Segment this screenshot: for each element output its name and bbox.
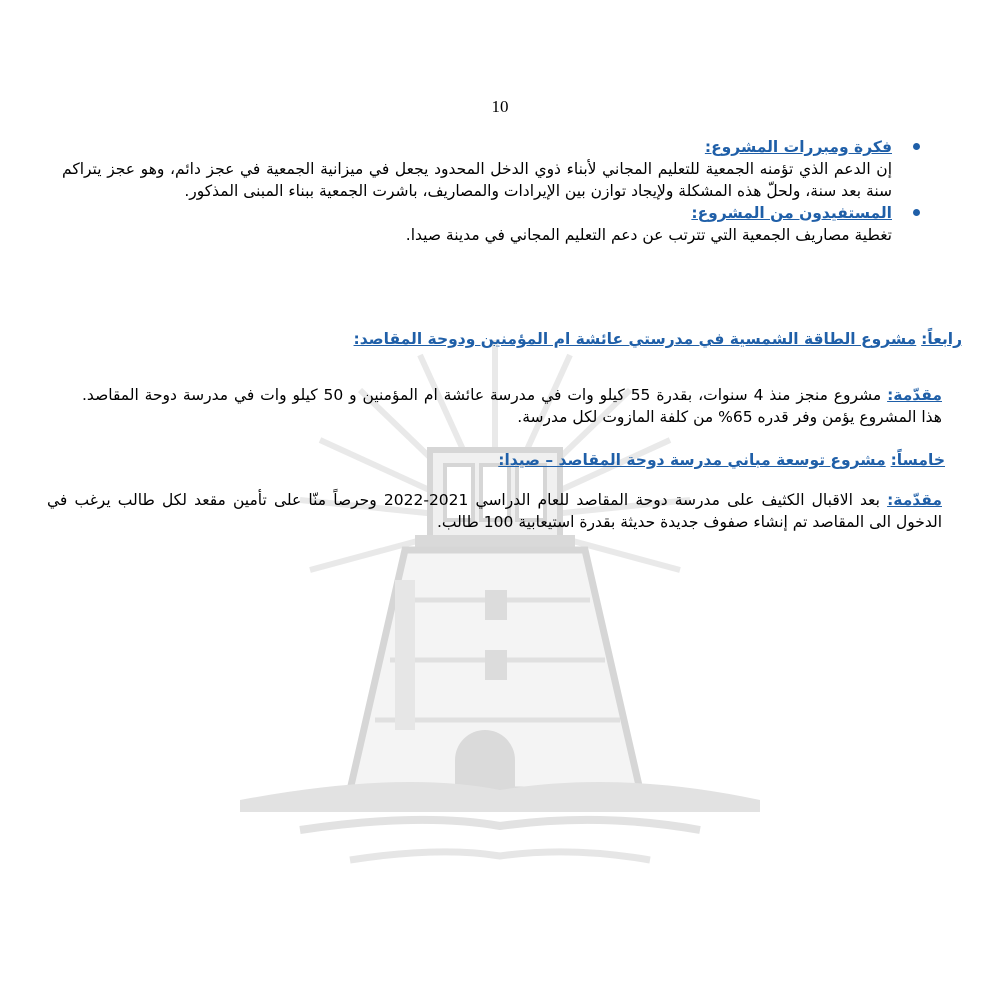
- paragraph-solar: [82, 384, 942, 428]
- section-heading-solar: مشروع الطاقة الشمسية في مدرستي عائشة ام المؤمنين ودوحة المقاصد:: [353, 330, 917, 348]
- intro-label-solar: مقدّمة:: [887, 386, 942, 404]
- bullet-dot-icon: [913, 209, 920, 216]
- intro-text-solar: مشروع منجز منذ 4 سنوات، بقدرة 55 كيلو وات في مدرسة عائشة ام المؤمنين و 50 كيلو وات في مدرسة دوحة المقاصد. هذا المشروع يؤمن وفر قدره 65% من كلفة المازوت لكل مدرسة.: [82, 386, 942, 426]
- bullet-dot-icon: [913, 143, 920, 150]
- intro-label-expansion: مقدّمة:: [887, 491, 942, 509]
- bullet-item-beneficiaries: [62, 202, 892, 246]
- bullet-heading-beneficiaries: المستفيدون من المشروع:: [691, 204, 892, 222]
- bullet-text-beneficiaries: تغطية مصاريف الجمعية التي تترتب عن دعم التعليم المجاني في مدينة صيدا.: [405, 226, 892, 244]
- bullet-text-idea: إن الدعم الذي تؤمنه الجمعية للتعليم المجاني لأبناء ذوي الدخل المحدود يجعل في ميزانية الجمعية في عجز دائم، وهو عجز يتراكم سنة بعد سنة، ولحلّ هذه المشكلة ولإيجاد توازن بين الإيرادات والمصاريف، باشرت الجمعية ببناء المبنى المذكور.: [62, 160, 892, 200]
- paragraph-expansion: [47, 489, 942, 533]
- section-heading-expansion: مشروع توسعة مباني مدرسة دوحة المقاصد – صيدا:: [498, 451, 886, 469]
- section-title-solar: [262, 328, 962, 350]
- section-prefix-expansion: خامساً:: [890, 451, 945, 469]
- section-title-expansion: [245, 449, 945, 471]
- section-prefix-solar: رابعاً:: [921, 330, 962, 348]
- bullet-list: [62, 136, 892, 246]
- bullet-heading-idea: فكرة ومبررات المشروع:: [704, 138, 892, 156]
- page-number: 10: [491, 97, 509, 116]
- bullet-item-idea: [62, 136, 892, 202]
- intro-text-expansion: بعد الاقبال الكثيف على مدرسة دوحة المقاصد للعام الدراسي 2021-2022 وحرصاً منّا على تأمين مقعد لكل طالب يرغب في الدخول الى المقاصد تم إنشاء صفوف جديدة حديثة بقدرة استيعابية 100 طالب.: [47, 491, 942, 531]
